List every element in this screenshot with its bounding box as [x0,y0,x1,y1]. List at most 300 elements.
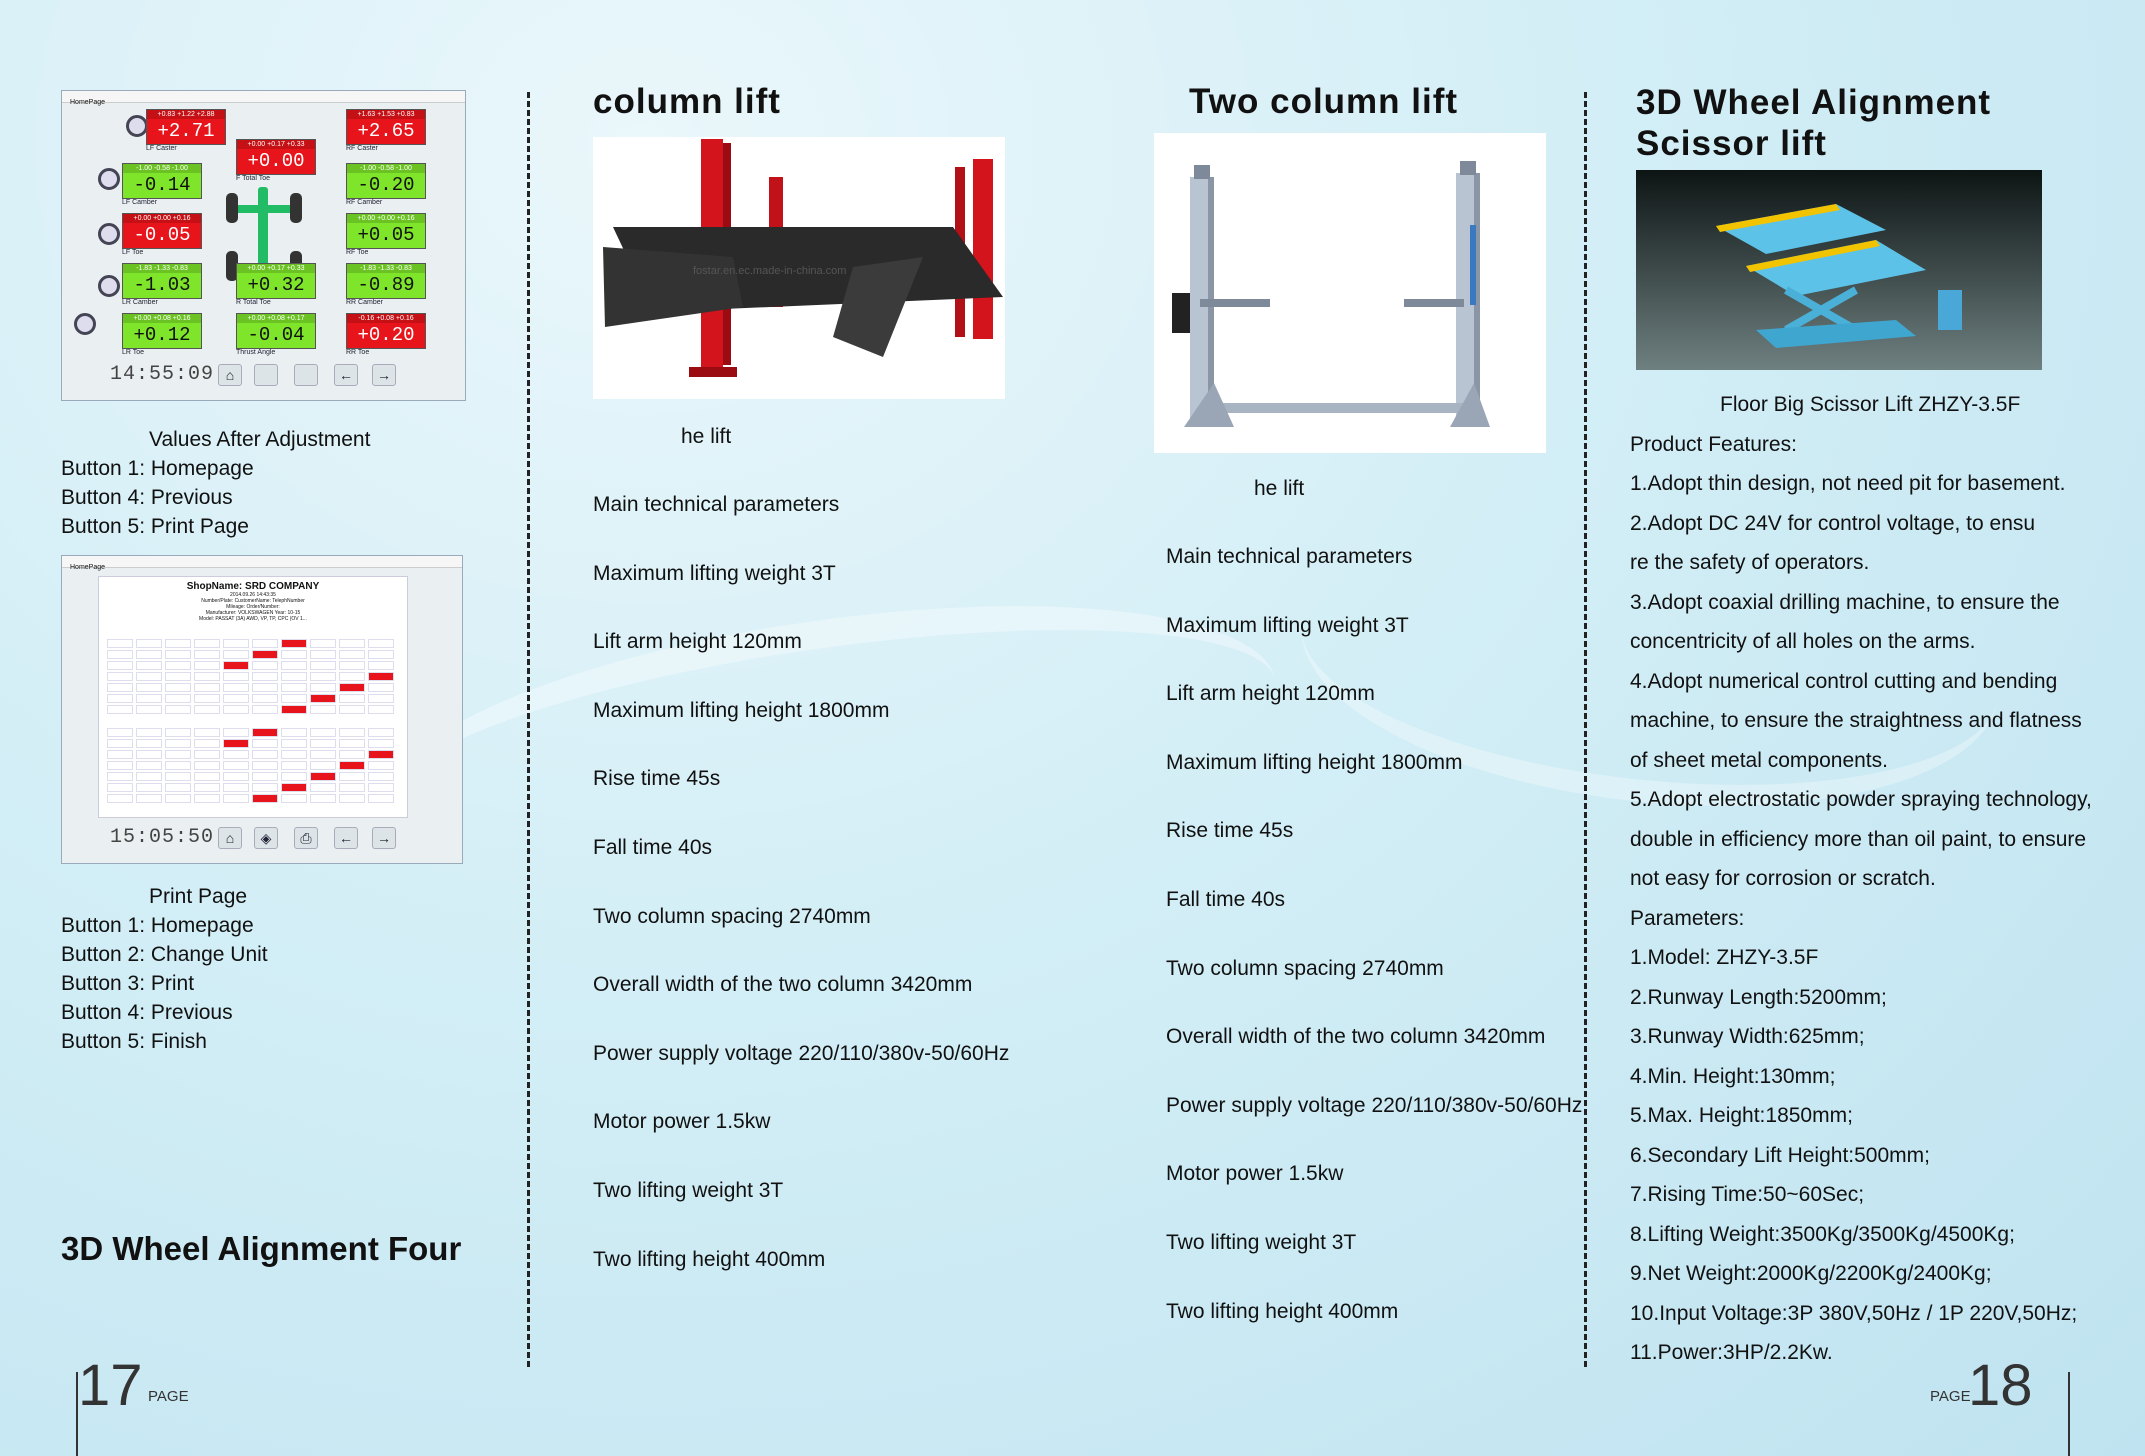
gauge-value: +2.71 [157,120,215,142]
report-cell [339,672,365,681]
report-cell [339,761,365,770]
report-cell [339,650,365,659]
caption-heading: Values After Adjustment [149,428,371,451]
report-cell [339,739,365,748]
list-item: 4.Adopt numerical control cutting and bending [1630,669,2058,693]
section-title-wheel-alignment-four: 3D Wheel Alignment Four [61,1230,462,1267]
report-cell [136,772,162,781]
list-item: Fall time 40s [593,835,713,859]
gauge-range: -1.83 -1.33 -0.83 [347,264,425,273]
list-item: 5.Adopt electrostatic powder spraying technology, [1630,788,2092,811]
list-item: Maximum lifting weight 3T [1166,613,1409,637]
list-item: Two column spacing 2740mm [1166,956,1444,980]
gauge-range: +0.00 +0.08 +0.17 [237,314,315,323]
list-item: Two lifting weight 3T [593,1178,784,1202]
report-cell [194,683,220,692]
caption-line: Button 1: Homepage [61,457,254,480]
lift-illustration [1636,170,2042,370]
report-cell [281,739,307,748]
report-cell [281,683,307,692]
report-cell [194,750,220,759]
scissor-lift-photo [1636,170,2042,370]
report-cell [281,705,307,714]
report-cell [136,794,162,803]
two-column-lift-title: Two column lift [1189,82,1459,121]
gauge-range: +0.00 +0.08 +0.16 [123,314,201,323]
list-item: 7.Rising Time:50~60Sec; [1630,1183,1865,1206]
report-cell [107,672,133,681]
report-cell [339,705,365,714]
alignment-gauge [236,263,316,299]
home-button[interactable]: ⌂ [218,364,242,386]
print-page-screenshot [61,555,463,864]
report-cell [310,661,336,670]
lift-illustration [1154,133,1546,453]
list-item: double in efficiency more than oil paint, to ensure [1630,827,2087,851]
gauge-value: +0.00 [247,150,305,172]
report-cell [252,672,278,681]
report-cell [223,739,249,748]
gauge-label: R Total Toe [236,299,271,306]
report-cell [165,650,191,659]
report-cell [310,728,336,737]
column-lift-parameters [593,493,1009,1316]
report-cell [107,794,133,803]
report-cell [252,761,278,770]
report-cell [107,772,133,781]
scissor-lift-title-line: 3D Wheel Alignment [1636,83,1992,122]
report-cell [223,772,249,781]
report-cell [252,739,278,748]
report-cell [368,750,394,759]
caption-line: Button 5: Print Page [61,515,249,538]
caption-heading: Print Page [149,885,248,908]
page-label: PAGE [148,1388,189,1405]
report-cell [281,783,307,792]
caption-print-page [61,882,268,1056]
report-cell [252,772,278,781]
gauge-value: +0.12 [133,324,191,346]
report-cell [136,705,162,714]
report-cell [223,672,249,681]
report-cell [194,639,220,648]
report-cell [194,772,220,781]
report-cell [194,794,220,803]
list-item: machine, to ensure the straightness and flatness [1630,709,2082,732]
report-cell [136,728,162,737]
alignment-gauge [122,313,202,349]
report-cell [339,639,365,648]
list-item: Maximum lifting height 1800mm [1166,750,1463,774]
report-cell [107,728,133,737]
list-item: Power supply voltage 220/110/380v-50/60Hz [593,1041,1010,1065]
report-cell [194,705,220,714]
report-cell [252,650,278,659]
report-cell [165,739,191,748]
gauge-label: RR Toe [346,349,370,356]
gauge-range: +0.00 +0.17 +0.33 [237,140,315,149]
window-titlebar [62,556,462,571]
report-cell [310,739,336,748]
report-cell [310,694,336,703]
report-cell [223,705,249,714]
report-cell [368,650,394,659]
gauge-range: +1.63 +1.53 +0.83 [347,110,425,119]
page-edge-line [2068,1372,2070,1456]
column-divider [1584,92,1587,1367]
list-item: Lift arm height 120mm [1166,682,1375,706]
report-cell [194,739,220,748]
report-cell [223,683,249,692]
gauge-range: -1.83 -1.33 -0.83 [123,264,201,273]
gauge-label: RF Toe [346,249,369,256]
gauge-label: RF Camber [346,199,383,206]
previous-button[interactable]: ← [334,827,358,849]
list-item: 10.Input Voltage:3P 380V,50Hz / 1P 220V,50Hz; [1630,1301,2078,1325]
alignment-gauge [346,163,426,199]
report-cell [165,683,191,692]
change-unit-button[interactable]: ◈ [254,827,278,849]
report-cell [136,750,162,759]
report-cell [165,672,191,681]
report-cell [368,661,394,670]
report-cell [252,783,278,792]
report-cell [136,661,162,670]
list-item: Maximum lifting weight 3T [593,561,836,585]
blank-button[interactable] [254,364,278,386]
report-cell [368,672,394,681]
list-item: Two lifting weight 3T [1166,1230,1357,1254]
report-cell [223,661,249,670]
report-cell [281,728,307,737]
two-column-lift-parameters [1166,545,1582,1368]
home-button[interactable]: ⌂ [218,827,242,849]
window-title: HomePage [70,564,106,571]
report-meta-line: Mileage: Order/Number: [226,604,280,610]
page-number: 18 [1968,1353,2033,1418]
report-cell [281,794,307,803]
report-cell [281,650,307,659]
screen-clock: 15:05:50 [110,826,215,849]
report-cell [339,750,365,759]
report-cell [165,694,191,703]
report-cell [107,783,133,792]
report-cell [194,783,220,792]
alignment-gauge [122,263,202,299]
report-cell [281,750,307,759]
caption-line: Button 3: Print [61,972,195,995]
report-cell [310,639,336,648]
report-cell [368,728,394,737]
report-cell [310,750,336,759]
list-item: Fall time 40s [1166,887,1286,911]
list-item: Maximum lifting height 1800mm [593,698,890,722]
report-cell [165,705,191,714]
list-item: 3.Runway Width:625mm; [1630,1025,1865,1048]
list-item: 11.Power:3HP/2.2Kw. [1630,1341,1833,1364]
report-cell [368,739,394,748]
report-cell [368,783,394,792]
list-item: 2.Adopt DC 24V for control voltage, to ensu [1630,511,2036,535]
gauge-label: LR Toe [122,349,145,356]
window-titlebar [62,91,465,106]
gauge-value: +0.32 [247,274,305,296]
gauge-value: +2.65 [357,120,415,142]
report-cell [136,761,162,770]
gauge-value: +0.20 [357,324,415,346]
report-cell [252,705,278,714]
list-item: not easy for corrosion or scratch. [1630,867,1936,890]
report-cell [107,683,133,692]
list-item: Main technical parameters [593,493,840,516]
report-cell [223,639,249,648]
list-item: concentricity of all holes on the arms. [1630,630,1976,653]
list-item: 3.Adopt coaxial drilling machine, to ensure the [1630,590,2060,614]
caption-line: Button 1: Homepage [61,914,254,937]
alignment-gauge [146,109,226,145]
scissor-lift-title [1636,82,1991,164]
caption-values-after-adjustment [61,425,370,541]
list-item: Overall width of the two column 3420mm [593,973,973,997]
report-cell [194,650,220,659]
print-button[interactable]: ⎙ [294,827,318,849]
report-cell [281,639,307,648]
report-cell [252,794,278,803]
gauge-range: -1.00 -0.58 -1.00 [347,164,425,173]
list-item: 1.Model: ZHZY-3.5F [1630,946,1819,969]
report-cell [136,672,162,681]
report-cell [339,772,365,781]
four-post-lift-photo [593,137,1005,399]
report-cell [194,694,220,703]
subheading: he lift [1254,477,1305,500]
report-cell [223,794,249,803]
report-cell [194,661,220,670]
report-cell [194,672,220,681]
alignment-gauge [346,109,426,145]
report-cell [165,728,191,737]
report-cell [310,794,336,803]
gauge-range: +0.00 +0.00 +0.16 [123,214,201,223]
report-meta-line: 2014.09.26 14:43:35 [230,592,276,598]
report-meta-line: Number/Plate: CustomerName: TelephNumber [201,598,305,604]
scissor-lift-specifications [1630,393,2092,1381]
report-cell [136,694,162,703]
report-cell [310,650,336,659]
report-cell [136,650,162,659]
wheel-icon [126,115,148,137]
report-cell [339,783,365,792]
report-cell [165,772,191,781]
report-cell [252,694,278,703]
report-cell [368,772,394,781]
report-cell [165,750,191,759]
gauge-label: F Total Toe [236,175,270,182]
report-cell [107,739,133,748]
lift-illustration [593,137,1005,399]
report-cell [223,694,249,703]
gauge-value: -0.14 [133,174,191,196]
list-item: re the safety of operators. [1630,551,1870,574]
gauge-value: -0.20 [357,174,415,196]
caption-line: Button 2: Change Unit [61,943,268,966]
report-cell [194,728,220,737]
report-cell [281,672,307,681]
report-cell [223,761,249,770]
list-item: Two column spacing 2740mm [593,904,871,928]
report-cell [136,783,162,792]
report-cell [107,650,133,659]
gauge-value: -1.03 [133,274,191,296]
alignment-gauge [346,213,426,249]
list-item: Product Features: [1630,432,1797,456]
report-cell [165,639,191,648]
previous-button[interactable]: ← [334,364,358,386]
gauge-label: RR Camber [346,299,383,306]
report-cell [281,694,307,703]
report-meta-line: Model: PASSAT (3A) AWD, VP, TP, CPC (OV 1... [199,616,307,622]
page-number: 17 [78,1353,143,1418]
report-cell [368,761,394,770]
report-cell [368,694,394,703]
alignment-gauge [236,313,316,349]
alignment-values-screenshot [61,90,466,401]
report-sheet [98,576,408,818]
list-item: Overall width of the two column 3420mm [1166,1025,1546,1049]
report-cell [107,639,133,648]
report-cell [339,683,365,692]
gauge-range: +0.83 +1.22 +2.88 [147,110,225,119]
subheading: he lift [681,425,732,448]
gauge-label: LR Camber [122,299,158,306]
alignment-gauge [236,139,316,175]
gauge-label: LF Toe [122,249,144,256]
report-cell [223,783,249,792]
caption-line: Button 4: Previous [61,1001,233,1024]
list-item: 8.Lifting Weight:3500Kg/3500Kg/4500Kg; [1630,1222,2015,1246]
list-item: Power supply voltage 220/110/380v-50/60Hz [1166,1093,1583,1117]
report-cell [252,750,278,759]
list-item: Motor power 1.5kw [593,1110,771,1134]
report-cell [368,794,394,803]
list-item: 4.Min. Height:130mm; [1630,1064,1836,1088]
caption-line: Button 4: Previous [61,486,233,509]
report-cell [339,661,365,670]
screen-clock: 14:55:09 [110,363,215,386]
column-lift-title: column lift [593,82,781,121]
alignment-gauge [346,313,426,349]
report-cell [281,772,307,781]
list-item: 5.Max. Height:1850mm; [1630,1104,1853,1127]
list-item: Two lifting height 400mm [1166,1299,1399,1323]
window-title: HomePage [70,99,106,106]
report-cell [107,750,133,759]
report-cell [310,705,336,714]
report-cell [310,761,336,770]
report-cell [107,705,133,714]
list-item: Two lifting height 400mm [593,1247,826,1271]
report-cell [339,694,365,703]
report-cell [252,661,278,670]
list-item: 2.Runway Length:5200mm; [1630,985,1887,1009]
gauge-label: LF Camber [122,199,158,206]
list-item: Rise time 45s [1166,819,1294,843]
report-cell [310,683,336,692]
report-cell [281,661,307,670]
report-cell [339,794,365,803]
report-cell [107,761,133,770]
report-cell [252,683,278,692]
report-cell [339,728,365,737]
photo-watermark: fostar.en.ec.made-in-china.com [693,265,847,277]
report-cell [368,705,394,714]
report-cell [136,639,162,648]
blank-button[interactable] [294,364,318,386]
report-cell [252,639,278,648]
report-cell [165,761,191,770]
wheel-icon [98,275,120,297]
alignment-gauge [122,213,202,249]
gauge-value: -0.89 [357,274,415,296]
gauge-value: -0.04 [247,324,305,346]
scissor-lift-title-line: Scissor lift [1636,124,1827,163]
print-page-button[interactable]: → [372,364,396,386]
finish-button[interactable]: → [372,827,396,849]
list-item: Main technical parameters [1166,545,1413,568]
report-cell [194,761,220,770]
report-cell [310,783,336,792]
list-item: Rise time 45s [593,767,721,791]
wheel-icon [74,313,96,335]
report-cell [368,639,394,648]
report-table [107,639,399,809]
list-item: Lift arm height 120mm [593,630,802,654]
gauge-label: RF Caster [346,145,378,152]
report-cell [136,739,162,748]
list-item: 9.Net Weight:2000Kg/2200Kg/2400Kg; [1630,1262,1992,1285]
list-item: Floor Big Scissor Lift ZHZY-3.5F [1720,393,2021,416]
list-item: Parameters: [1630,906,1745,930]
report-meta-line: Manufacturer: VOLKSWAGEN Year: 10-15 [205,610,301,616]
report-cell [107,661,133,670]
report-cell [136,683,162,692]
report-cell [223,650,249,659]
shop-name: ShopName: SRD COMPANY [186,581,320,592]
report-cell [223,728,249,737]
page-label: PAGE [1930,1388,1971,1405]
report-cell [310,672,336,681]
gauge-range: -1.00 -0.58 -1.00 [123,164,201,173]
report-cell [165,783,191,792]
report-cell [368,683,394,692]
gauge-range: +0.00 +0.17 +0.33 [237,264,315,273]
list-item: Motor power 1.5kw [1166,1162,1344,1186]
alignment-gauge [122,163,202,199]
caption-line: Button 5: Finish [61,1030,207,1053]
report-cell [252,728,278,737]
report-cell [223,750,249,759]
gauge-label: Thrust Angle [236,349,276,356]
gauge-value: -0.05 [133,224,191,246]
report-cell [165,661,191,670]
list-item: 1.Adopt thin design, not need pit for basement. [1630,472,2066,495]
gauge-label: LF Caster [146,145,177,152]
report-cell [165,794,191,803]
report-cell [281,761,307,770]
gauge-range: -0.16 +0.08 +0.16 [347,314,425,323]
report-cell [310,772,336,781]
two-post-lift-photo [1154,133,1546,453]
